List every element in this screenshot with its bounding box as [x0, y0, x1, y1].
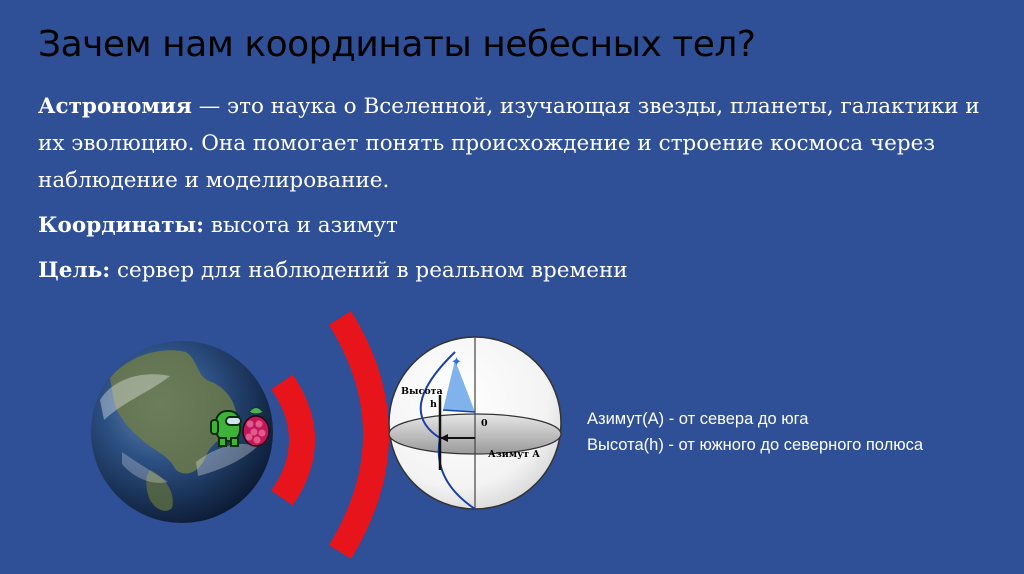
azimuth-label: Азимут A: [488, 449, 540, 460]
coordinates-term: Координаты:: [38, 213, 205, 238]
svg-text:✦: ✦: [451, 355, 462, 370]
signal-wave-inner-icon: [282, 382, 302, 498]
celestial-sphere-diagram: [389, 337, 561, 509]
coordinates-text: высота и азимут: [204, 213, 398, 238]
goal-text: сервер для наблюдений в реальном времени: [110, 258, 628, 283]
zero-label: 0: [481, 418, 488, 429]
caption-altitude: Высота(h) - от южного до северного полюса: [587, 436, 924, 454]
astronomy-term: Астрономия: [38, 94, 192, 119]
goal-term: Цель:: [38, 258, 111, 283]
diagram-caption: [587, 406, 923, 458]
altitude-h-label: h: [430, 399, 437, 410]
caption-azimuth: Азимут(A) - от севера до юга: [587, 410, 809, 428]
signal-wave-outer-icon: [340, 318, 376, 552]
slide-title: Зачем нам координаты небесных тел?: [38, 24, 756, 65]
altitude-label: Высота: [401, 386, 443, 397]
astronomy-text: — это наука о Вселенной, изучающая звезды, планеты, галактики и их эволюцию. Она помогает понять происхождение и строение космоса через наблюдение и моделирование.: [38, 94, 980, 193]
